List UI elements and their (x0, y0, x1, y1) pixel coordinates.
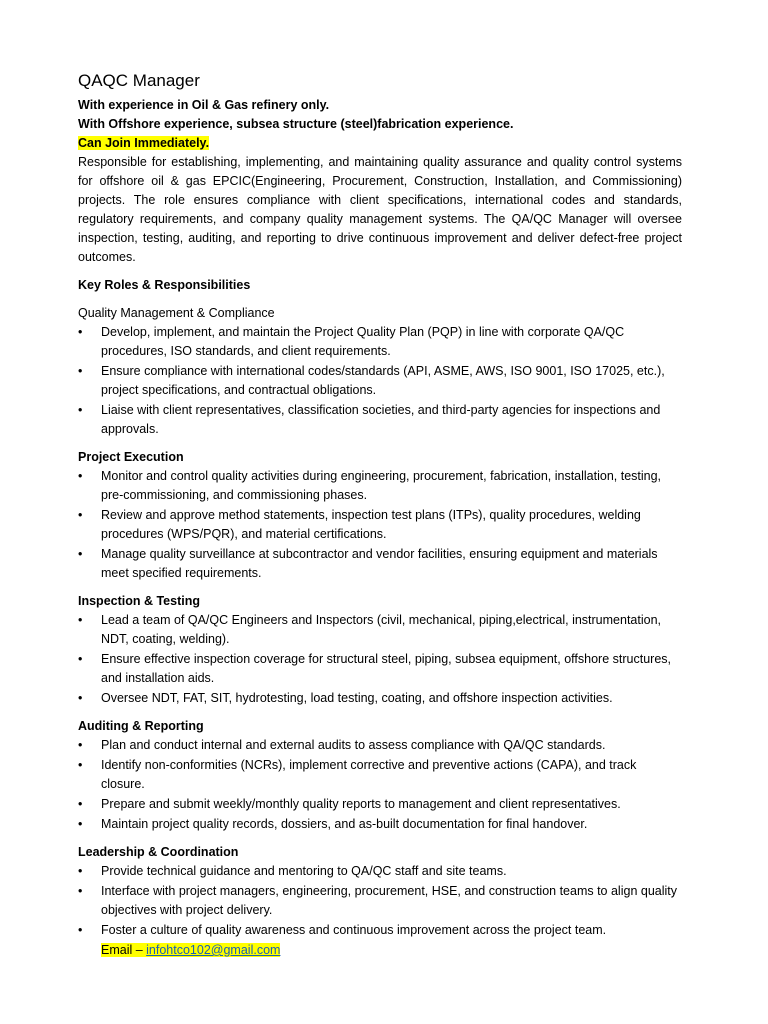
email-label: Email – (101, 943, 147, 957)
join-highlight: Can Join Immediately. (78, 136, 210, 150)
bullet-list (78, 736, 682, 834)
bullet-icon: • (78, 817, 83, 831)
list-item: • Maintain project quality records, dossiers, and as-built documentation for final handover. (78, 815, 682, 834)
bullet-icon: • (78, 403, 83, 417)
bullet-icon: • (78, 758, 83, 772)
bullet-icon: • (78, 364, 83, 378)
bullet-icon: • (78, 738, 83, 752)
list-item: • Prepare and submit weekly/monthly quality reports to management and client representatives. (78, 795, 682, 814)
bullet-icon: • (78, 797, 83, 811)
bullet-icon: • (78, 691, 83, 705)
bullet-icon: • (78, 469, 83, 483)
list-item: • Ensure effective inspection coverage for structural steel, piping, subsea equipment, offshore structures, and installation aids. (78, 652, 671, 685)
list-item: • Identify non-conformities (NCRs), implement corrective and preventive actions (CAPA), and track closure. (78, 758, 637, 791)
list-item: • Provide technical guidance and mentoring to QA/QC staff and site teams. (78, 862, 682, 881)
bullet-icon: • (78, 884, 83, 898)
contact-line (78, 941, 682, 960)
bullet-list (78, 323, 682, 439)
intro-paragraph: Responsible for establishing, implementing, and maintaining quality assurance and quality control systems for offshore oil & gas EPCIC(Engineering, Procurement, Construction, Installation, and Commissioning) projects. The role ensures compliance with client specifications, international codes and standards, regulatory requirements, and company quality management systems. The QA/QC Manager will oversee inspection, testing, auditing, and reporting to drive continuous improvement and deliver defect-free project outcomes. (78, 155, 682, 264)
bullet-list (78, 611, 682, 708)
requirement-line: With Offshore experience, subsea structure (steel)fabrication experience. (78, 117, 514, 131)
section-heading: Inspection & Testing (78, 594, 200, 608)
list-item: • Monitor and control quality activities during engineering, procurement, fabrication, installation, testing, pre-commissioning, and commissioning phases. (78, 469, 662, 502)
list-item: • Develop, implement, and maintain the Project Quality Plan (PQP) in line with corporate QA/QC procedures, ISO standards, and client requirements. (78, 325, 625, 358)
page-title: QAQC Manager (78, 71, 200, 90)
list-item: • Interface with project managers, engineering, procurement, HSE, and construction teams to align quality objectives with project delivery. (78, 884, 678, 917)
bullet-icon: • (78, 547, 83, 561)
section-heading: Quality Management & Compliance (78, 306, 275, 320)
list-item: • Manage quality surveillance at subcontractor and vendor facilities, ensuring equipment and materials meet specified requirements. (78, 547, 658, 580)
bullet-icon: • (78, 652, 83, 666)
section-heading: Auditing & Reporting (78, 719, 204, 733)
bullet-list (78, 467, 682, 583)
join-notice (78, 134, 682, 153)
bullet-icon: • (78, 613, 83, 627)
list-item: • Oversee NDT, FAT, SIT, hydrotesting, load testing, coating, and offshore inspection activities. (78, 689, 682, 708)
section-heading: Project Execution (78, 450, 184, 464)
bullet-list (78, 862, 682, 940)
list-item: • Plan and conduct internal and external audits to assess compliance with QA/QC standards. (78, 736, 682, 755)
email-link[interactable]: infohtco102@gmail.com (146, 943, 281, 957)
list-item: • Lead a team of QA/QC Engineers and Inspectors (civil, mechanical, piping,electrical, instrumentation, NDT, coating, welding). (78, 613, 661, 646)
bullet-icon: • (78, 923, 83, 937)
list-item: • Ensure compliance with international codes/standards (API, ASME, AWS, ISO 9001, ISO 17025, etc.), project specifications, and contractual obligations. (78, 364, 665, 397)
list-item: • Review and approve method statements, inspection test plans (ITPs), quality procedures, welding procedures (WPS/PQR), and material certifications. (78, 508, 641, 541)
bullet-icon: • (78, 508, 83, 522)
section-heading: Leadership & Coordination (78, 845, 239, 859)
list-item: • Liaise with client representatives, classification societies, and third-party agencies for inspections and approvals. (78, 403, 661, 436)
bullet-icon: • (78, 864, 83, 878)
key-roles-heading: Key Roles & Responsibilities (78, 278, 251, 292)
bullet-icon: • (78, 325, 83, 339)
requirement-line: With experience in Oil & Gas refinery only. (78, 98, 330, 112)
list-item: • Foster a culture of quality awareness and continuous improvement across the project team. (78, 921, 682, 940)
document-page (78, 70, 682, 960)
